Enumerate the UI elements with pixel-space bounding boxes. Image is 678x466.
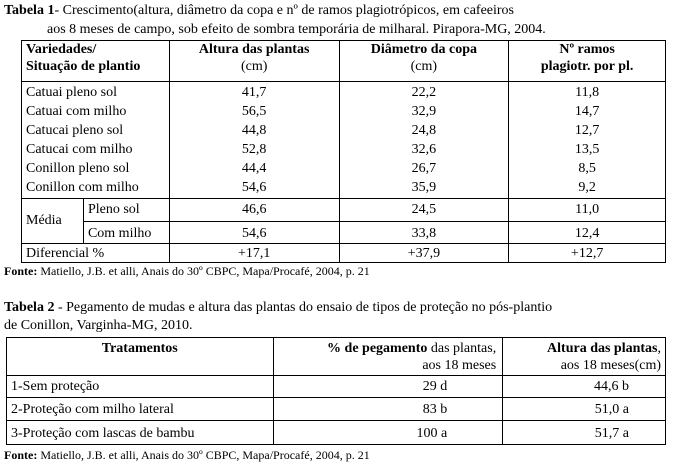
media-row-label: Com milho: [83, 221, 169, 243]
diametro-value: 32,9: [411, 104, 437, 119]
header-variedades-line1: Variedades/: [26, 42, 97, 57]
diametro-value: 24,8: [411, 123, 437, 138]
media-altura-value: 54,6: [169, 221, 339, 243]
table1-caption: [4, 2, 514, 19]
header-pegamento-bold: % de pegamento: [327, 341, 428, 356]
table-row: [7, 398, 666, 421]
table1-header-variedades: [22, 41, 170, 82]
table1-variety-labels: [22, 82, 170, 199]
media-diametro-value: 24,5: [339, 199, 509, 221]
table2-row-label: 2-Proteção com milho lateral: [7, 398, 274, 421]
table-row-label: Conillon com milho: [26, 180, 139, 195]
altura-value: 54,6: [241, 180, 267, 195]
table2-source-text: Matiello, J.B. et alli, Anais do 30º CBPC, Mapa/Procafé, 2004, p. 21: [37, 448, 370, 462]
diametro-value: 35,9: [411, 180, 437, 195]
header-pegamento-rest: das plantas,: [427, 341, 497, 356]
table-row-label: Catucai com milho: [26, 142, 133, 157]
table1-source-label: Fonte:: [4, 264, 38, 278]
header-diametro-line1: Diâmetro da copa: [370, 42, 477, 57]
diferencial-label: Diferencial %: [22, 243, 170, 262]
table-row: [22, 221, 666, 243]
header-altura2-line2: aos 18 meses(cm): [560, 358, 661, 373]
table1-caption-line2: aos 8 meses de campo, sob efeito de sombra temporária de milharal. Pirapora-MG, 2004.: [47, 22, 546, 37]
header-diametro-line2: (cm): [410, 59, 438, 74]
table-row: [22, 243, 666, 262]
table1-caption-label: Tabela 1: [4, 3, 55, 18]
altura2-value: 51,7 a: [503, 421, 666, 445]
table1-header-altura: [169, 41, 339, 82]
altura2-value: 44,6 b: [503, 376, 666, 398]
table1-header-row: [22, 41, 666, 82]
table2-caption-text: - Pegamento de mudas e altura das plantas do ensaio de tipos de proteção no pós-plantio: [54, 300, 553, 315]
header-ramos-line2: plagiotr. por pl.: [540, 59, 634, 74]
header-ramos-line1: Nº ramos: [559, 42, 615, 57]
ramos-value: 13,5: [574, 142, 600, 157]
table-row-label: Catuai pleno sol: [26, 85, 117, 100]
table2-row-label: 1-Sem proteção: [7, 376, 274, 398]
pegamento-value: 29 d: [273, 376, 503, 398]
table1-ramos-values: [509, 82, 666, 199]
altura2-value: 51,0 a: [503, 398, 666, 421]
table1-source-text: Matiello, J.B. et alli, Anais do 30º CBPC, Mapa/Procafé, 2004, p. 21: [37, 264, 370, 278]
altura-value: 52,8: [241, 142, 267, 157]
table2-source-label: Fonte:: [4, 448, 38, 462]
altura-value: 44,8: [241, 123, 267, 138]
table2-header-pegamento: [273, 338, 503, 376]
header-pegamento-line2: aos 18 meses: [422, 358, 497, 373]
table2-header-row: [7, 338, 666, 376]
table1-header-ramos: [509, 41, 666, 82]
table-row: [22, 199, 666, 221]
ramos-value: 14,7: [574, 104, 600, 119]
table2-caption: [4, 299, 552, 316]
header-variedades-line2: Situação de plantio: [26, 59, 141, 74]
table2-header-tratamentos: Tratamentos: [7, 338, 274, 376]
table2-source: [4, 448, 370, 462]
table2-header-altura: [503, 338, 666, 376]
table1-header-diametro: [339, 41, 509, 82]
header-altura2-bold: Altura das plantas: [547, 341, 658, 356]
diametro-value: 32,6: [411, 142, 437, 157]
media-ramos-value: 11,0: [509, 199, 666, 221]
pegamento-value: 100 a: [273, 421, 503, 445]
table2-row-label: 3-Proteção com lascas de bambu: [7, 421, 274, 445]
diametro-value: 22,2: [411, 85, 437, 100]
table-row-label: Catucai pleno sol: [26, 123, 124, 138]
ramos-value: 11,8: [575, 85, 600, 100]
diferencial-diametro-value: +37,9: [339, 243, 509, 262]
ramos-value: 8,5: [578, 161, 596, 176]
header-altura2-line1: [503, 340, 661, 357]
header-altura-line1: Altura das plantas: [198, 42, 310, 57]
table-row: [7, 421, 666, 445]
table1-media-block: [21, 199, 666, 263]
altura-value: 56,5: [241, 104, 267, 119]
table-row: [7, 376, 666, 398]
table1-source: [4, 264, 370, 278]
diferencial-altura-value: +17,1: [169, 243, 339, 262]
table1-caption-text: - Crescimento(altura, diâmetro da copa e nº de ramos plagiotrópicos, em cafeeiros: [54, 3, 515, 18]
header-altura-line2: (cm): [240, 59, 268, 74]
table-row-label: Conillon pleno sol: [26, 161, 130, 176]
table2-caption-label: Tabela 2: [4, 300, 55, 315]
ramos-value: 9,2: [578, 180, 596, 195]
table1-diametro-values: [339, 82, 509, 199]
media-diametro-value: 33,8: [339, 221, 509, 243]
table1: [21, 40, 666, 199]
altura-value: 41,7: [241, 85, 267, 100]
media-ramos-value: 12,4: [509, 221, 666, 243]
header-pegamento-line1: [274, 340, 497, 357]
media-label: Média: [22, 199, 84, 243]
ramos-value: 12,7: [574, 123, 600, 138]
media-altura-value: 46,6: [169, 199, 339, 221]
altura-value: 44,4: [241, 161, 267, 176]
header-altura2-rest: ,: [657, 341, 661, 356]
diametro-value: 26,7: [411, 161, 437, 176]
pegamento-value: 83 b: [273, 398, 503, 421]
diferencial-ramos-value: +12,7: [509, 243, 666, 262]
table-row-label: Catuai com milho: [26, 104, 127, 119]
table2: [6, 337, 666, 445]
table2-caption-line2: de Conillon, Varginha-MG, 2010.: [4, 318, 193, 333]
table1-data-block: [22, 82, 666, 199]
media-row-label: Pleno sol: [83, 199, 169, 221]
table1-altura-values: [169, 82, 339, 199]
